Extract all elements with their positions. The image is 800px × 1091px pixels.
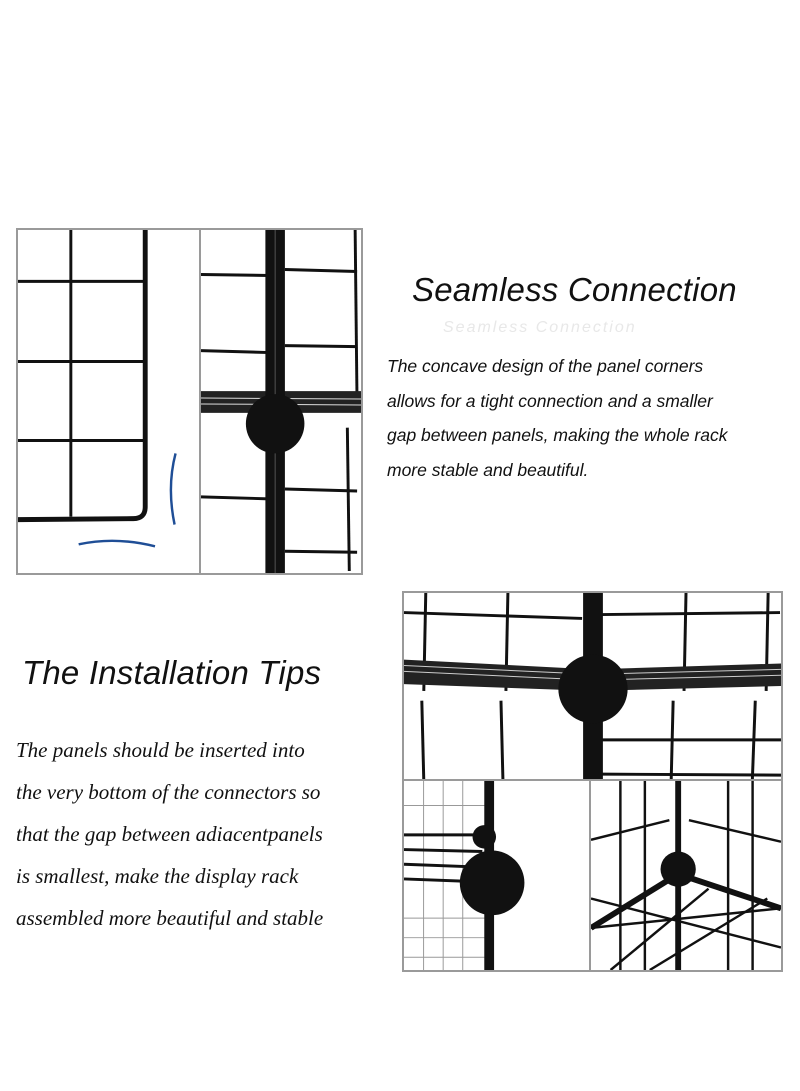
seamless-line-4: more stable and beautiful. bbox=[387, 459, 589, 480]
panel-corner-photo bbox=[16, 228, 203, 575]
seamless-line-2: allows for a tight connection and a smaller bbox=[387, 390, 713, 411]
seamless-connection-title: Seamless Connection bbox=[412, 271, 737, 308]
connector-side-photo bbox=[402, 779, 593, 972]
cube-corner-graphic bbox=[591, 781, 781, 970]
seamless-line-1: The concave design of the panel corners bbox=[387, 356, 704, 376]
installation-line-4: is smallest, make the display rack bbox=[16, 864, 299, 888]
installation-line-5: assembled more beautiful and stable bbox=[16, 906, 324, 930]
installation-line-1: The panels should be inserted into bbox=[16, 738, 305, 762]
seamless-connection-ghost-subtitle: Seamless Connection bbox=[443, 319, 637, 336]
connector-side-graphic bbox=[404, 781, 591, 970]
connector-wide-photo bbox=[402, 591, 783, 783]
installation-tips-title: The Installation Tips bbox=[22, 654, 322, 691]
cube-corner-photo bbox=[589, 779, 783, 972]
installation-line-2: the very bottom of the connectors so bbox=[16, 780, 321, 804]
installation-line-3: that the gap between adiacentpanels bbox=[16, 822, 323, 846]
installation-tips-description bbox=[16, 729, 323, 939]
seamless-connection-description bbox=[387, 349, 728, 487]
connector-closeup-graphic bbox=[201, 230, 361, 573]
connector-closeup-photo bbox=[199, 228, 363, 575]
wire-panel-corner-graphic bbox=[18, 230, 201, 573]
connector-wide-graphic bbox=[404, 593, 781, 781]
seamless-line-3: gap between panels, making the whole rack bbox=[387, 425, 728, 445]
